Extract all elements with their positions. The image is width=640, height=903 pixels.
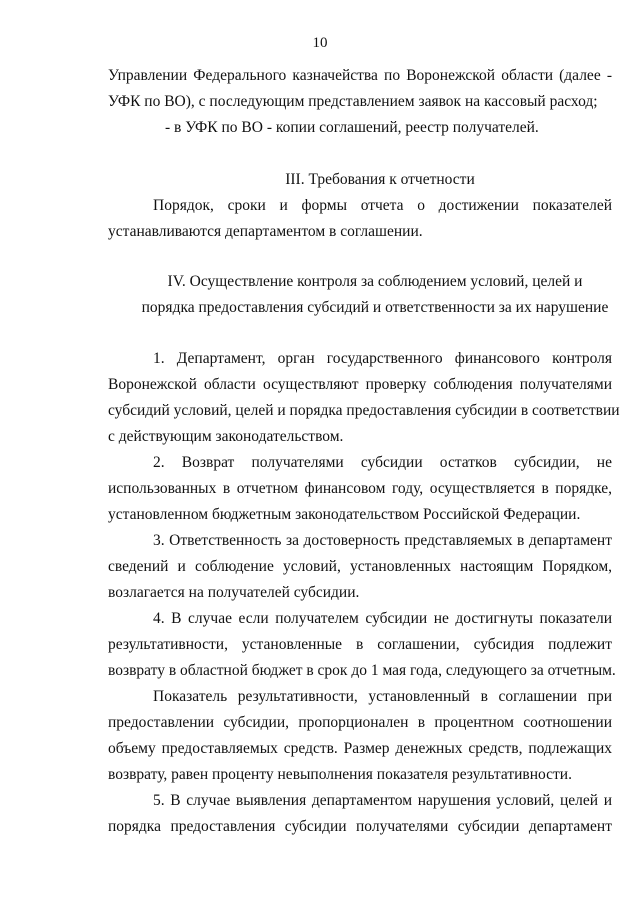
text-line: устанавливаются департаментом в соглашении.	[108, 223, 423, 240]
text-line: Показатель результативности, установленный в соглашении при	[153, 688, 612, 705]
page-number: 10	[312, 35, 328, 51]
text-line: возврату, равен проценту невыполнения показателя результативности.	[108, 766, 572, 783]
text-line: Управлении Федерального казначейства по Воронежской области (далее -	[108, 67, 612, 84]
text-line: 3. Ответственность за достоверность представляемых в департамент	[153, 532, 612, 549]
text-line: сведений и соблюдение условий, установленных настоящим Порядком,	[108, 558, 612, 575]
text-line: объему предоставляемых средств. Размер денежных средств, подлежащих	[108, 740, 612, 757]
text-line: 2. Возврат получателями субсидии остатков субсидии, не	[153, 454, 612, 471]
text-line: результативности, установленные в соглашении, субсидия подлежит	[108, 636, 612, 653]
text-line: 1. Департамент, орган государственного финансового контроля	[153, 350, 612, 367]
section-heading: III. Требования к отчетности	[285, 171, 475, 188]
text-line: с действующим законодательством.	[108, 428, 344, 445]
text-line: установленном бюджетным законодательством Российской Федерации.	[108, 506, 581, 523]
text-line: использованных в отчетном финансовом году, осуществляется в порядке,	[108, 480, 612, 497]
text-line: предоставлении субсидии, пропорционален в процентном соотношении	[108, 714, 612, 731]
text-line: УФК по ВО), с последующим представлением заявок на кассовый расход;	[108, 93, 598, 110]
text-line: возлагается на получателей субсидии.	[108, 584, 360, 601]
text-line: 5. В случае выявления департаментом нарушения условий, целей и	[153, 792, 612, 809]
text-line: Порядок, сроки и формы отчета о достижении показателей	[153, 197, 612, 214]
text-line: - в УФК по ВО - копии соглашений, реестр получателей.	[165, 119, 539, 136]
section-heading: порядка предоставления субсидий и ответственности за их нарушение	[141, 299, 609, 316]
text-line: порядка предоставления субсидии получателями субсидии департамент	[108, 818, 612, 835]
section-heading: IV. Осуществление контроля за соблюдением условий, целей и	[167, 273, 583, 290]
text-line: возврату в областной бюджет в срок до 1 мая года, следующего за отчетным.	[108, 662, 616, 679]
text-line: субсидий условий, целей и порядка предоставления субсидии в соответствии	[108, 402, 620, 419]
text-line: 4. В случае если получателем субсидии не достигнуты показатели	[153, 610, 612, 627]
text-line: Воронежской области осуществляют проверку соблюдения получателями	[108, 376, 612, 393]
